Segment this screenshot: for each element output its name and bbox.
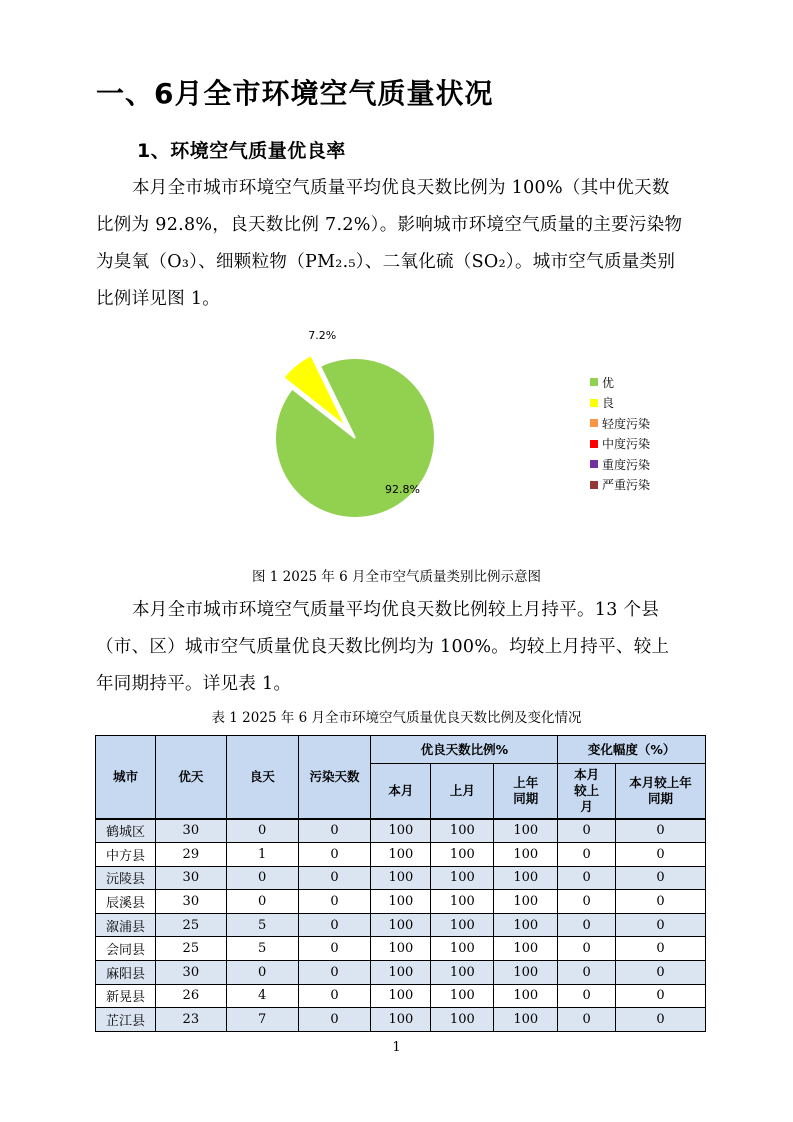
table-row [96, 890, 706, 914]
legend-item [590, 372, 650, 393]
table-cell-city: 辰溪县 [96, 890, 156, 914]
table-cell: 30 [155, 819, 226, 843]
table-cell: 100 [431, 843, 494, 867]
legend-item [590, 393, 650, 414]
paragraph-1 [96, 170, 701, 318]
table-cell: 100 [431, 961, 494, 985]
legend-label: 严重污染 [602, 478, 651, 493]
legend-swatch [590, 440, 598, 448]
para1-line: 本月全市城市环境空气质量平均优良天数比例为 100%（其中优天数 [132, 178, 670, 198]
table-row [96, 819, 706, 843]
page-number: 1 [392, 1040, 401, 1055]
table-cell: 0 [298, 1008, 371, 1032]
table-cell: 0 [558, 843, 616, 867]
table-cell: 0 [616, 984, 706, 1008]
table-cell: 0 [298, 843, 371, 867]
legend-label: 良 [602, 396, 615, 411]
legend-item [590, 434, 650, 455]
table-cell: 4 [226, 984, 298, 1008]
table-cell: 0 [226, 961, 298, 985]
para1-line: 为臭氧（O₃）、细颗粒物（PM₂.₅）、二氧化硫（SO₂）。城市空气质量类别 [96, 252, 676, 272]
legend-item [590, 413, 650, 434]
header-this-month: 本月 [371, 764, 431, 819]
table-cell: 100 [431, 819, 494, 843]
table-cell: 0 [226, 890, 298, 914]
header-last-year [494, 764, 558, 819]
table-cell: 0 [298, 961, 371, 985]
table-cell: 100 [431, 984, 494, 1008]
table-cell: 5 [226, 913, 298, 937]
table-cell-city: 芷江县 [96, 1008, 156, 1032]
table-cell: 0 [558, 937, 616, 961]
pie-data-label: 92.8% [385, 483, 420, 496]
table-cell: 100 [494, 961, 558, 985]
table-cell-city: 麻阳县 [96, 961, 156, 985]
header-line: 同期 [648, 790, 674, 806]
table-cell: 0 [558, 866, 616, 890]
para2-line: 年同期持平。详见表 1。 [96, 674, 292, 694]
table-cell: 0 [616, 890, 706, 914]
table-cell: 100 [371, 1008, 431, 1032]
table-cell: 7 [226, 1008, 298, 1032]
table-caption: 表 1 2025 年 6 月全市环境空气质量优良天数比例及变化情况 [211, 710, 582, 726]
para2-line: （市、区）城市空气质量优良天数比例均为 100%。均较上月持平、较上 [96, 637, 670, 657]
legend-label: 重度污染 [602, 457, 651, 472]
table-cell: 0 [298, 890, 371, 914]
table-cell: 100 [494, 937, 558, 961]
table-row [96, 913, 706, 937]
table-cell: 100 [371, 984, 431, 1008]
table-cell: 100 [494, 890, 558, 914]
table-row [96, 1008, 706, 1032]
table-cell: 0 [298, 937, 371, 961]
table-cell: 0 [298, 819, 371, 843]
legend-swatch [590, 399, 598, 407]
header-line: 较上 [574, 782, 600, 798]
table-cell-city: 溆浦县 [96, 913, 156, 937]
table-cell: 0 [558, 961, 616, 985]
para2-line: 本月全市城市环境空气质量平均优良天数比例较上月持平。13 个县 [132, 600, 660, 620]
table-cell: 100 [431, 937, 494, 961]
table-cell: 30 [155, 866, 226, 890]
table-cell: 0 [298, 866, 371, 890]
header-good-days: 良天 [226, 736, 298, 819]
header-line: 本月较上年 [629, 774, 692, 790]
table-cell: 100 [431, 866, 494, 890]
table-cell: 0 [616, 819, 706, 843]
header-last-month: 上月 [431, 764, 494, 819]
table-cell-city: 沅陵县 [96, 866, 156, 890]
table-cell: 100 [494, 984, 558, 1008]
header-vs-last-month [558, 764, 616, 819]
chart-legend [590, 372, 650, 495]
table-row [96, 866, 706, 890]
table-cell-city: 会同县 [96, 937, 156, 961]
table-cell: 0 [226, 819, 298, 843]
table-row [96, 843, 706, 867]
table-row [96, 984, 706, 1008]
table-cell: 0 [226, 866, 298, 890]
table-cell-city: 新晃县 [96, 984, 156, 1008]
table-cell: 100 [494, 866, 558, 890]
table-cell: 0 [298, 913, 371, 937]
legend-label: 中度污染 [602, 437, 651, 452]
pie-data-label: 7.2% [308, 329, 337, 343]
header-excellent-days: 优天 [155, 736, 226, 819]
table-cell: 0 [558, 984, 616, 1008]
table-cell-city: 鹤城区 [96, 819, 156, 843]
table-cell: 0 [616, 961, 706, 985]
header-polluted-days: 污染天数 [298, 736, 371, 819]
table-cell: 30 [155, 890, 226, 914]
header-line: 上年 [513, 774, 539, 790]
header-city: 城市 [96, 736, 156, 819]
table-cell: 100 [371, 819, 431, 843]
subsection-heading: 1、环境空气质量优良率 [137, 140, 346, 162]
table-cell: 100 [371, 890, 431, 914]
legend-swatch [590, 419, 598, 427]
header-vs-last-year [616, 764, 706, 819]
table-cell: 100 [494, 1008, 558, 1032]
table-cell: 100 [494, 819, 558, 843]
table-cell: 25 [155, 937, 226, 961]
legend-swatch [590, 378, 598, 386]
air-quality-table [95, 735, 706, 1032]
table-cell: 0 [558, 890, 616, 914]
table-cell: 0 [616, 866, 706, 890]
table-cell-city: 中方县 [96, 843, 156, 867]
table-cell: 0 [616, 843, 706, 867]
paragraph-2 [96, 592, 701, 703]
table-cell: 0 [616, 937, 706, 961]
table-cell: 0 [558, 1008, 616, 1032]
header-line: 本月 [574, 766, 600, 782]
legend-label: 优 [602, 375, 615, 390]
figure-caption: 图 1 2025 年 6 月全市空气质量类别比例示意图 [252, 569, 541, 585]
table-cell: 26 [155, 984, 226, 1008]
table-cell: 100 [494, 843, 558, 867]
table-cell: 100 [431, 890, 494, 914]
table-cell: 0 [558, 913, 616, 937]
table-cell: 100 [371, 937, 431, 961]
header-ratio-group: 优良天数比例% [371, 736, 558, 764]
table-cell: 100 [371, 961, 431, 985]
para1-line: 比例为 92.8%，良天数比例 7.2%）。影响城市环境空气质量的主要污染物 [96, 215, 683, 235]
table-cell: 5 [226, 937, 298, 961]
table-cell: 100 [494, 913, 558, 937]
header-change-group: 变化幅度（%） [558, 736, 706, 764]
table-cell: 100 [371, 913, 431, 937]
table-cell: 0 [616, 913, 706, 937]
legend-swatch [590, 460, 598, 468]
legend-item [590, 475, 650, 496]
table-row [96, 961, 706, 985]
header-line: 月 [580, 798, 593, 814]
table-cell: 25 [155, 913, 226, 937]
table-cell: 100 [431, 913, 494, 937]
legend-label: 轻度污染 [602, 416, 651, 431]
table-cell: 29 [155, 843, 226, 867]
para1-line: 比例详见图 1。 [96, 289, 221, 309]
legend-swatch [590, 481, 598, 489]
table-cell: 0 [298, 984, 371, 1008]
table-cell: 100 [371, 866, 431, 890]
table-cell: 0 [558, 819, 616, 843]
table-cell: 0 [616, 1008, 706, 1032]
table-cell: 100 [431, 1008, 494, 1032]
table-row [96, 937, 706, 961]
table-cell: 1 [226, 843, 298, 867]
table-cell: 30 [155, 961, 226, 985]
header-line: 同期 [513, 790, 539, 806]
table-cell: 23 [155, 1008, 226, 1032]
section-heading: 一、6月全市环境空气质量状况 [96, 77, 494, 110]
table-cell: 100 [371, 843, 431, 867]
legend-item [590, 454, 650, 475]
